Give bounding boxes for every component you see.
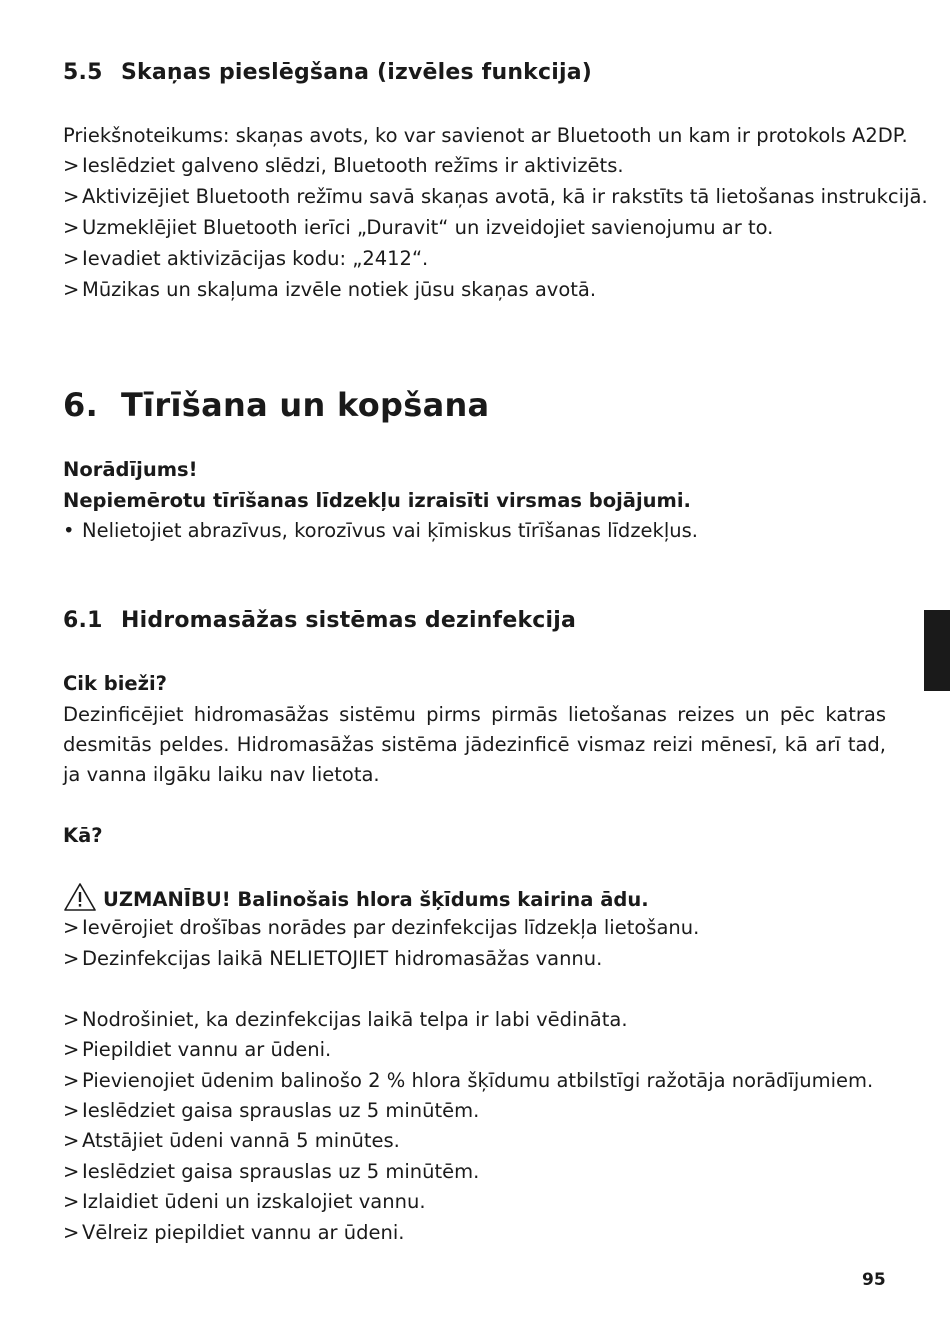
- step-marker: >: [63, 1221, 80, 1244]
- prerequisite-text: Priekšnoteikums: skaņas avots, ko var savienot ar Bluetooth un kam ir protokols A2DP.: [63, 124, 908, 147]
- step-marker: >: [63, 216, 80, 239]
- section-6-heading: [63, 386, 489, 424]
- list-item: > Vēlreiz piepildiet vannu ar ūdeni.: [63, 1218, 404, 1248]
- how-label: Kā?: [63, 824, 103, 847]
- list-item: > Aktivizējiet Bluetooth režīmu savā skaņas avotā, kā ir rakstīts tā lietošanas instrukcijā.: [63, 182, 928, 212]
- list-item: • Nelietojiet abrazīvus, korozīvus vai ķīmiskus tīrīšanas līdzekļus.: [63, 516, 698, 546]
- step-marker: >: [63, 154, 80, 177]
- bullet-marker: •: [63, 519, 75, 542]
- step-marker: >: [63, 247, 80, 270]
- step-marker: >: [63, 1160, 80, 1183]
- warning: [63, 882, 649, 915]
- warning-triangle-icon: [63, 882, 97, 912]
- list-item: > Ievērojiet drošības norādes par dezinfekcijas līdzekļa lietošanu.: [63, 913, 699, 943]
- list-item: > Ieslēdziet galveno slēdzi, Bluetooth režīms ir aktivizēts.: [63, 151, 624, 181]
- step-marker: >: [63, 185, 80, 208]
- how-often-text: Dezinficējiet hidromasāžas sistēmu pirms pirmās lietošanas reizes un pēc katras desmitās peldes. Hidromasāžas sistēma jādezinficē vismaz reizi mēnesī, kā arī tad, ja vanna ilgāku laiku nav lietota.: [63, 703, 886, 786]
- list-item: > Ieslēdziet gaisa sprauslas uz 5 minūtēm.: [63, 1096, 479, 1126]
- section-6-1-heading: [63, 608, 576, 633]
- section-number: 6.1: [63, 608, 103, 633]
- step-marker: >: [63, 1099, 80, 1122]
- list-item: > Pievienojiet ūdenim balinošo 2 % hlora šķīdumu atbilstīgi ražotāja norādījumiem.: [63, 1066, 873, 1096]
- section-title: Hidromasāžas sistēmas dezinfekcija: [121, 608, 577, 633]
- step-marker: >: [63, 278, 80, 301]
- step-marker: >: [63, 1190, 80, 1213]
- list-item: > Ieslēdziet gaisa sprauslas uz 5 minūtēm.: [63, 1157, 479, 1187]
- section-number: 5.5: [63, 60, 103, 85]
- list-item: > Ievadiet aktivizācijas kodu: „2412“.: [63, 244, 428, 274]
- step-marker: >: [63, 947, 80, 970]
- step-marker: >: [63, 1069, 80, 1092]
- how-often-label: Cik bieži?: [63, 672, 167, 695]
- note-heading: Nepiemērotu tīrīšanas līdzekļu izraisīti virsmas bojājumi.: [63, 489, 691, 512]
- step-marker: >: [63, 1008, 80, 1031]
- warning-text: UZMANĪBU! Balinošais hlora šķīdums kairina ādu.: [103, 888, 649, 911]
- chapter-tab-marker: [924, 610, 950, 691]
- page-number: 95: [862, 1270, 886, 1290]
- section-number: 6.: [63, 386, 99, 424]
- list-item: > Atstājiet ūdeni vannā 5 minūtes.: [63, 1126, 400, 1156]
- list-item: > Izlaidiet ūdeni un izskalojiet vannu.: [63, 1187, 426, 1217]
- list-item: > Uzmeklējiet Bluetooth ierīci „Duravit“ un izveidojiet savienojumu ar to.: [63, 213, 773, 243]
- note-label: Norādījums!: [63, 458, 198, 481]
- step-marker: >: [63, 1129, 80, 1152]
- list-item: > Nodrošiniet, ka dezinfekcijas laikā telpa ir labi vēdināta.: [63, 1005, 628, 1035]
- section-title: Skaņas pieslēgšana (izvēles funkcija): [121, 60, 593, 85]
- list-item: > Dezinfekcijas laikā NELIETOJIET hidromasāžas vannu.: [63, 944, 602, 974]
- list-item: > Piepildiet vannu ar ūdeni.: [63, 1035, 331, 1065]
- step-marker: >: [63, 1038, 80, 1061]
- section-title: Tīrīšana un kopšana: [121, 386, 490, 424]
- step-marker: >: [63, 916, 80, 939]
- section-5-5-heading: [63, 60, 592, 85]
- list-item: > Mūzikas un skaļuma izvēle notiek jūsu skaņas avotā.: [63, 275, 596, 305]
